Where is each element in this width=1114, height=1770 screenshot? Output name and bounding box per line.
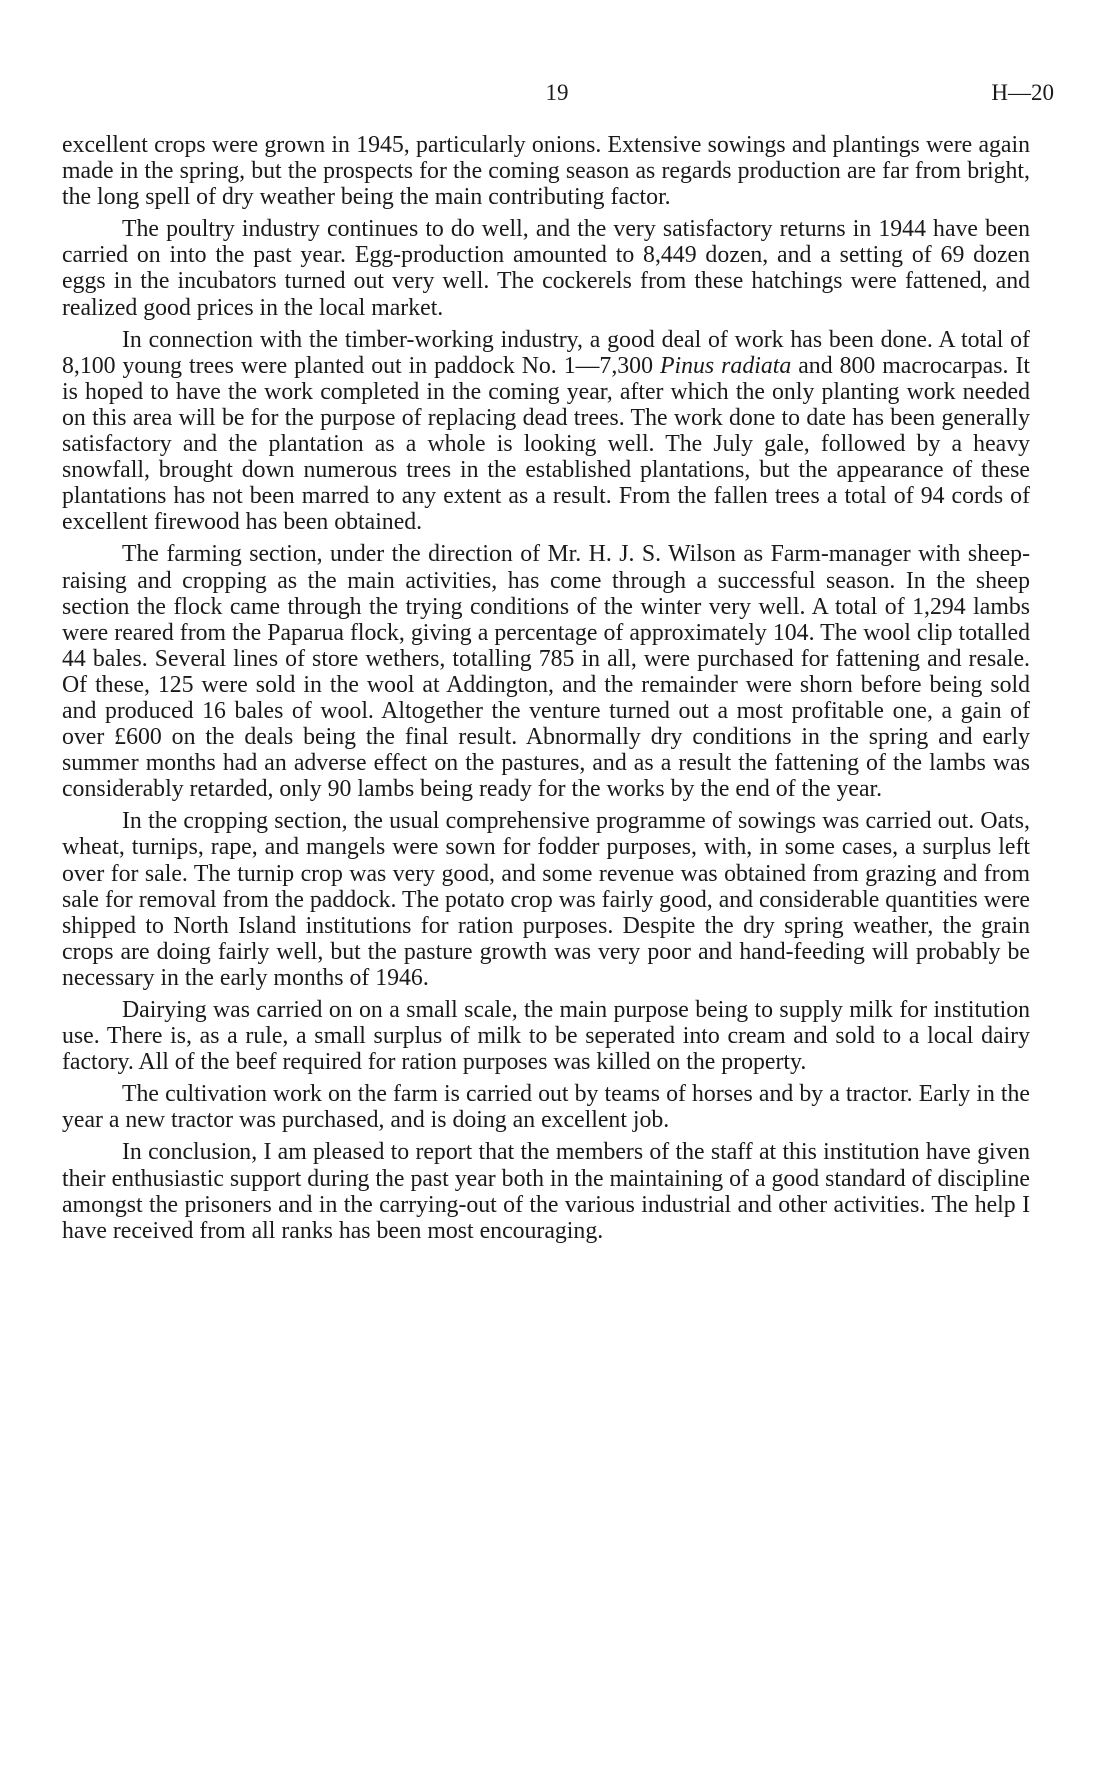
document-reference: H—20 — [991, 80, 1054, 105]
page-number: 19 — [545, 80, 569, 105]
paragraph-farming: The farming section, under the direction of Mr. H. J. S. Wilson as Farm-manager with sheep-raising and cropping as the main activities, has come through a successful season. In the sheep section the flock came through the trying conditions of the winter very well. A total of 1,294 lambs were reared from the Paparua flock, giving a percentage of approximately 104. The wool clip totalled 44 bales. Several lines of store wethers, totalling 785 in all, were purchased for fattening and resale. Of these, 125 were sold in the wool at Addington, and the remainder were shorn before being sold and produced 16 bales of wool. Altogether the venture turned out a most profitable one, a gain of over £600 on the deals being the final result. Abnormally dry conditions in the spring and early summer months had an adverse effect on the pastures, and as a result the fattening of the lambs was considerably retarded, only 90 lambs being ready for the works by the end of the year. — [62, 541, 1030, 803]
paragraph-timber-part2: and 800 macrocarpas. It is hoped to have the work completed in the coming year, after which the only planting work needed on this area will be for the purpose of replacing dead trees. The work done to date has been generally satisfactory and the plantation as a whole is looking well. The July gale, followed by a heavy snowfall, brought down numerous trees in the established plantations, but the appearance of these plantations has not been marred to any extent as a result. From the fallen trees a total of 94 cords of excellent firewood has been obtained. — [62, 352, 1030, 536]
paragraph-continuation: excellent crops were grown in 1945, particularly onions. Extensive sowings and plantings were again made in the spring, but the prospects for the coming season as regards production are far from bright, the long spell of dry weather being the main contributing factor. — [62, 132, 1030, 211]
paragraph-cropping: In the cropping section, the usual comprehensive programme of sowings was carried out. Oats, wheat, turnips, rape, and mangels were sown for fodder purposes, with, in some cases, a surplus left over for sale. The turnip crop was very good, and some revenue was obtained from grazing and from sale for removal from the paddock. The potato crop was fairly good, and considerable quantities were shipped to North Island institutions for ration purposes. Despite the dry spring weather, the grain crops are doing fairly well, but the pasture growth was very poor and hand-feeding will probably be necessary in the early months of 1946. — [62, 808, 1030, 991]
paragraph-timber — [62, 327, 1030, 536]
paragraph-timber-part1: In connection with the timber-working industry, a good deal of work has been done. A total of 8,100 young trees were planted out in paddock No. 1—7,300 — [62, 326, 1030, 379]
page-header — [60, 80, 1054, 110]
paragraph-poultry: The poultry industry continues to do well, and the very satisfactory returns in 1944 have been carried on into the past year. Egg-production amounted to 8,449 dozen, and a setting of 69 dozen eggs in the incubators turned out very well. The cockerels from these hatchings were fattened, and realized good prices in the local market. — [62, 216, 1030, 321]
paragraph-dairying: Dairying was carried on on a small scale, the main purpose being to supply milk for institution use. There is, as a rule, a small surplus of milk to be seperated into cream and sold to a local dairy factory. All of the beef required for ration purposes was killed on the property. — [62, 997, 1030, 1076]
species-name: Pinus radiata — [659, 352, 792, 379]
paragraph-cultivation: The cultivation work on the farm is carried out by teams of horses and by a tractor. Early in the year a new tractor was purchased, and is doing an excellent job. — [62, 1081, 1030, 1134]
paragraph-conclusion: In conclusion, I am pleased to report that the members of the staff at this institution have given their enthusiastic support during the past year both in the maintaining of a good standard of discipline amongst the prisoners and in the carrying-out of the various industrial and other activities. The help I have received from all ranks has been most encouraging. — [62, 1139, 1030, 1244]
body-text — [62, 132, 1030, 1250]
